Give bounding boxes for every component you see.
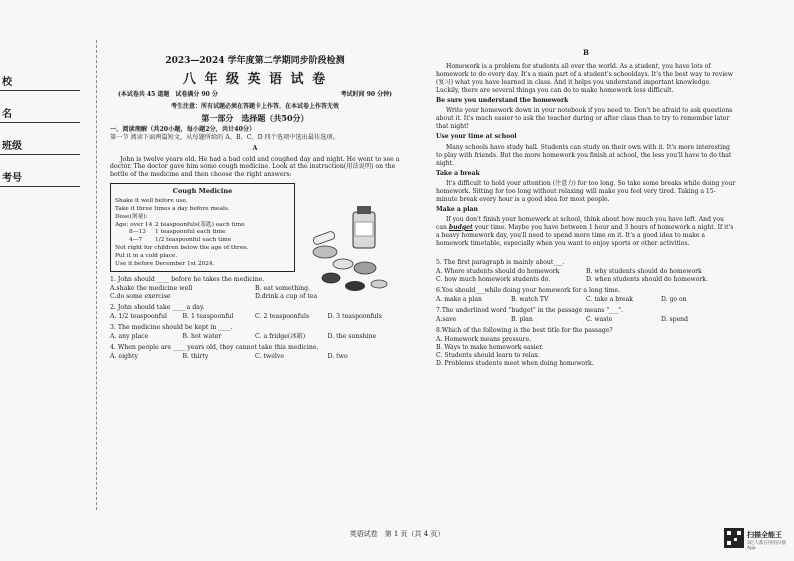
option-c: C. take a break bbox=[586, 296, 633, 304]
option-c: C. how much homework students do. bbox=[436, 275, 551, 283]
question-text: 5. The first paragraph is mainly about___. bbox=[436, 258, 565, 266]
dose-amount: 2 teaspoonfuls(茶匙) each time bbox=[155, 221, 245, 228]
passage-b-letter: B bbox=[583, 48, 589, 57]
option-c: C. twelve bbox=[255, 352, 285, 360]
heading-understand: Be sure you understand the homework bbox=[436, 97, 569, 105]
dose-age: 4—7 bbox=[129, 237, 143, 244]
pill bbox=[371, 280, 387, 288]
right-column bbox=[436, 48, 736, 368]
dose-label: Dose(剂量): bbox=[115, 213, 148, 220]
question-2 bbox=[110, 304, 400, 321]
question-5 bbox=[436, 259, 736, 284]
dose-row bbox=[115, 222, 290, 230]
paragraph-understand: Write your homework down in your notebook if you need to. Don't be afraid to ask questions about it. It's much easier to ask the teacher during or after class than to try to remember later that night! bbox=[436, 107, 733, 131]
exam-title: 八 年 级 英 语 试 卷 bbox=[182, 71, 328, 87]
option-c: C. a fridge(冰箱) bbox=[255, 333, 306, 341]
option-a: A. Where students should do homework bbox=[436, 267, 560, 275]
question-text: 4. When people are ____ years old, they cannot take this medicine. bbox=[110, 343, 319, 351]
pill bbox=[322, 273, 340, 283]
plan-text-b: your time. Maybe you have between 1 hour and 3 hours of homework a night. If it's a heavy homework day, you'll need to spend more time on it. It's a good idea to make a homework timetable, especially when you want to enjoy sports or other activities. bbox=[436, 223, 734, 247]
passage-a-text: John is twelve years old. He had a bad cold and coughed day and night. He went to see a doctor. The doctor gave him some cough medicine. Look at the instruction(用法说明) on the bottle of the medicine and then choose the right answers: bbox=[110, 155, 400, 179]
qr-code-icon bbox=[724, 528, 744, 548]
option-c: C.do some exercise bbox=[110, 293, 171, 301]
medicine-instruction-box bbox=[110, 183, 295, 272]
question-text: 1. John should ____ before he takes the medicine. bbox=[110, 276, 265, 284]
question-text: 8.Which of the following is the best title for the passage? bbox=[436, 327, 613, 335]
exam-meta bbox=[118, 91, 392, 99]
passage-a-letter: A bbox=[252, 144, 258, 152]
paragraph-plan bbox=[436, 216, 736, 248]
option-a: A.shake the medicine well bbox=[110, 285, 193, 293]
plan-text-a: If you don't finish your homework at school, think about how much you have left. And you can bbox=[436, 215, 724, 231]
binding-strip bbox=[0, 60, 92, 200]
question-text: 3. The medicine should be kept in ____. bbox=[110, 324, 233, 332]
school-label: 校 bbox=[2, 77, 12, 88]
medicine-line: Put it in a cold place. bbox=[115, 252, 178, 259]
option-a: A.save bbox=[436, 316, 457, 324]
option-b: B. watch TV bbox=[511, 296, 549, 304]
school-field bbox=[0, 68, 80, 91]
option-c: C. waste bbox=[586, 316, 613, 324]
section-instruction: 第一节 阅读下面两篇短文，从每题所给的 A、B、C、D 四个选项中选出最佳选项。 bbox=[110, 133, 339, 141]
exam-year: 2023—2024 学年度第二学期同步阶段检测 bbox=[165, 56, 345, 66]
question-text: 2. John should take ____ a day. bbox=[110, 304, 205, 312]
heading-use-time: Use your time at school bbox=[436, 133, 517, 141]
option-a: A. Homework means pressure. bbox=[436, 336, 532, 344]
pill bbox=[313, 246, 337, 258]
option-d: D. go on bbox=[661, 296, 687, 304]
part-title: 第一部分 选择题（共50分） bbox=[201, 113, 309, 124]
dose-age: 8—13 bbox=[129, 229, 146, 236]
option-b: B. thirty bbox=[182, 352, 209, 360]
question-4 bbox=[110, 344, 400, 361]
question-8 bbox=[436, 327, 736, 368]
id-label: 考号 bbox=[2, 173, 22, 184]
medicine-line: Shake it well before use. bbox=[115, 198, 188, 205]
option-a: A. eighty bbox=[110, 352, 138, 360]
option-d: D. when students should do homework. bbox=[586, 275, 708, 283]
age-label: Age: bbox=[115, 221, 129, 228]
option-d: D. the sunshine bbox=[327, 333, 377, 341]
exam-notice: 考生注意：所有试题必须在答题卡上作答，在本试卷上作答无效 bbox=[170, 102, 339, 110]
name-field bbox=[0, 100, 80, 123]
bottle-label bbox=[355, 222, 373, 236]
capsule bbox=[312, 230, 335, 245]
scanner-name: 扫描全能王 bbox=[747, 531, 782, 539]
question-6 bbox=[436, 287, 736, 304]
option-b: B. eat something. bbox=[255, 285, 311, 293]
option-d: D.drink a cup of tea bbox=[255, 293, 318, 301]
option-d: D. 3 teaspoonfuls bbox=[327, 313, 382, 321]
scanner-watermark bbox=[747, 530, 794, 551]
pill bbox=[354, 262, 376, 274]
medicine-line: Take it three times a day before meals. bbox=[115, 205, 230, 212]
paragraph-use-time: Many schools have study hall. Students can study on their own with it. It's more interesting to play with friends. But the more homework you finish at school, the less you'll have to do that night. bbox=[436, 143, 732, 167]
option-b: B. 1 teaspoonful bbox=[182, 313, 234, 321]
option-a: A. make a plan bbox=[436, 296, 482, 304]
option-d: D. spend bbox=[661, 316, 689, 324]
option-b: B. plan bbox=[511, 316, 533, 324]
dose-row bbox=[115, 237, 290, 245]
question-text: 7.The underlined word "budget" in the passage means "___". bbox=[436, 307, 624, 315]
heading-break: Take a break bbox=[436, 169, 480, 177]
underlined-word: budget bbox=[448, 223, 473, 231]
heading-plan: Make a plan bbox=[436, 205, 478, 213]
question-7 bbox=[436, 307, 736, 324]
binding-line bbox=[96, 40, 97, 510]
meta-left: (本试卷共 45 道题 试卷满分 90 分 bbox=[118, 91, 218, 99]
option-a: A. 1/2 teaspoonful bbox=[110, 313, 167, 321]
class-field bbox=[0, 132, 80, 155]
medicine-illustration bbox=[305, 204, 395, 299]
question-3 bbox=[110, 324, 400, 341]
bottle-cap bbox=[357, 206, 371, 214]
option-c: C. 2 teaspoonfuls bbox=[255, 313, 310, 321]
passage-b-intro: Homework is a problem for students all over the world. As a student, you have lots of homework to do every day. It's a main part of a student's schooldays. It's the best way to review (复习) what you have learned in class. And it helps you understand important knowledge. Luckily, there are several things you can do to make homework less difficult. bbox=[436, 63, 734, 95]
medicine-title: Cough Medicine bbox=[172, 187, 233, 196]
dose-amount: 1/2 teaspoonful each time bbox=[155, 237, 232, 244]
option-b: B. Ways to make homework easier. bbox=[436, 344, 544, 352]
id-field bbox=[0, 164, 80, 187]
option-d: D. two bbox=[327, 352, 348, 360]
option-a: A. any place bbox=[110, 333, 149, 341]
scanner-tagline: 3亿人都在用的扫描App bbox=[747, 541, 786, 551]
meta-right: 考试时间 90 分钟) bbox=[340, 91, 392, 99]
name-label: 名 bbox=[2, 109, 12, 120]
medicine-line: Not right for children below the age of three. bbox=[115, 244, 249, 251]
dose-age: over 14 bbox=[130, 221, 153, 228]
page-footer: 英语试卷 第 1 页（共 4 页） bbox=[349, 530, 445, 538]
option-b: B. hot water bbox=[182, 333, 222, 341]
paragraph-break: It's difficult to hold your attention (注意力) for too long. So take some breaks while doing your homework. Sitting for too long without relaxing will make you feel very tired. Taking a 15-minute break every hour is a good idea for most people. bbox=[436, 179, 736, 203]
dose-row bbox=[115, 229, 290, 237]
section-title: 一、阅读理解（共20小题，每小题2分，共计40分） bbox=[110, 125, 256, 133]
option-d: D. Problems students meet when doing homework. bbox=[436, 360, 594, 368]
option-c: C. Students should learn to relax. bbox=[436, 352, 540, 360]
pill bbox=[345, 281, 365, 291]
class-label: 班级 bbox=[2, 141, 22, 152]
dose-amount: 1 teaspoonful each time bbox=[155, 229, 226, 236]
option-b: B. why students should do homework bbox=[586, 267, 702, 275]
question-text: 6.You should___while doing your homework for a long time. bbox=[436, 286, 621, 294]
pill bbox=[333, 259, 353, 269]
medicine-line: Use it before December 1st 2024. bbox=[115, 260, 215, 267]
